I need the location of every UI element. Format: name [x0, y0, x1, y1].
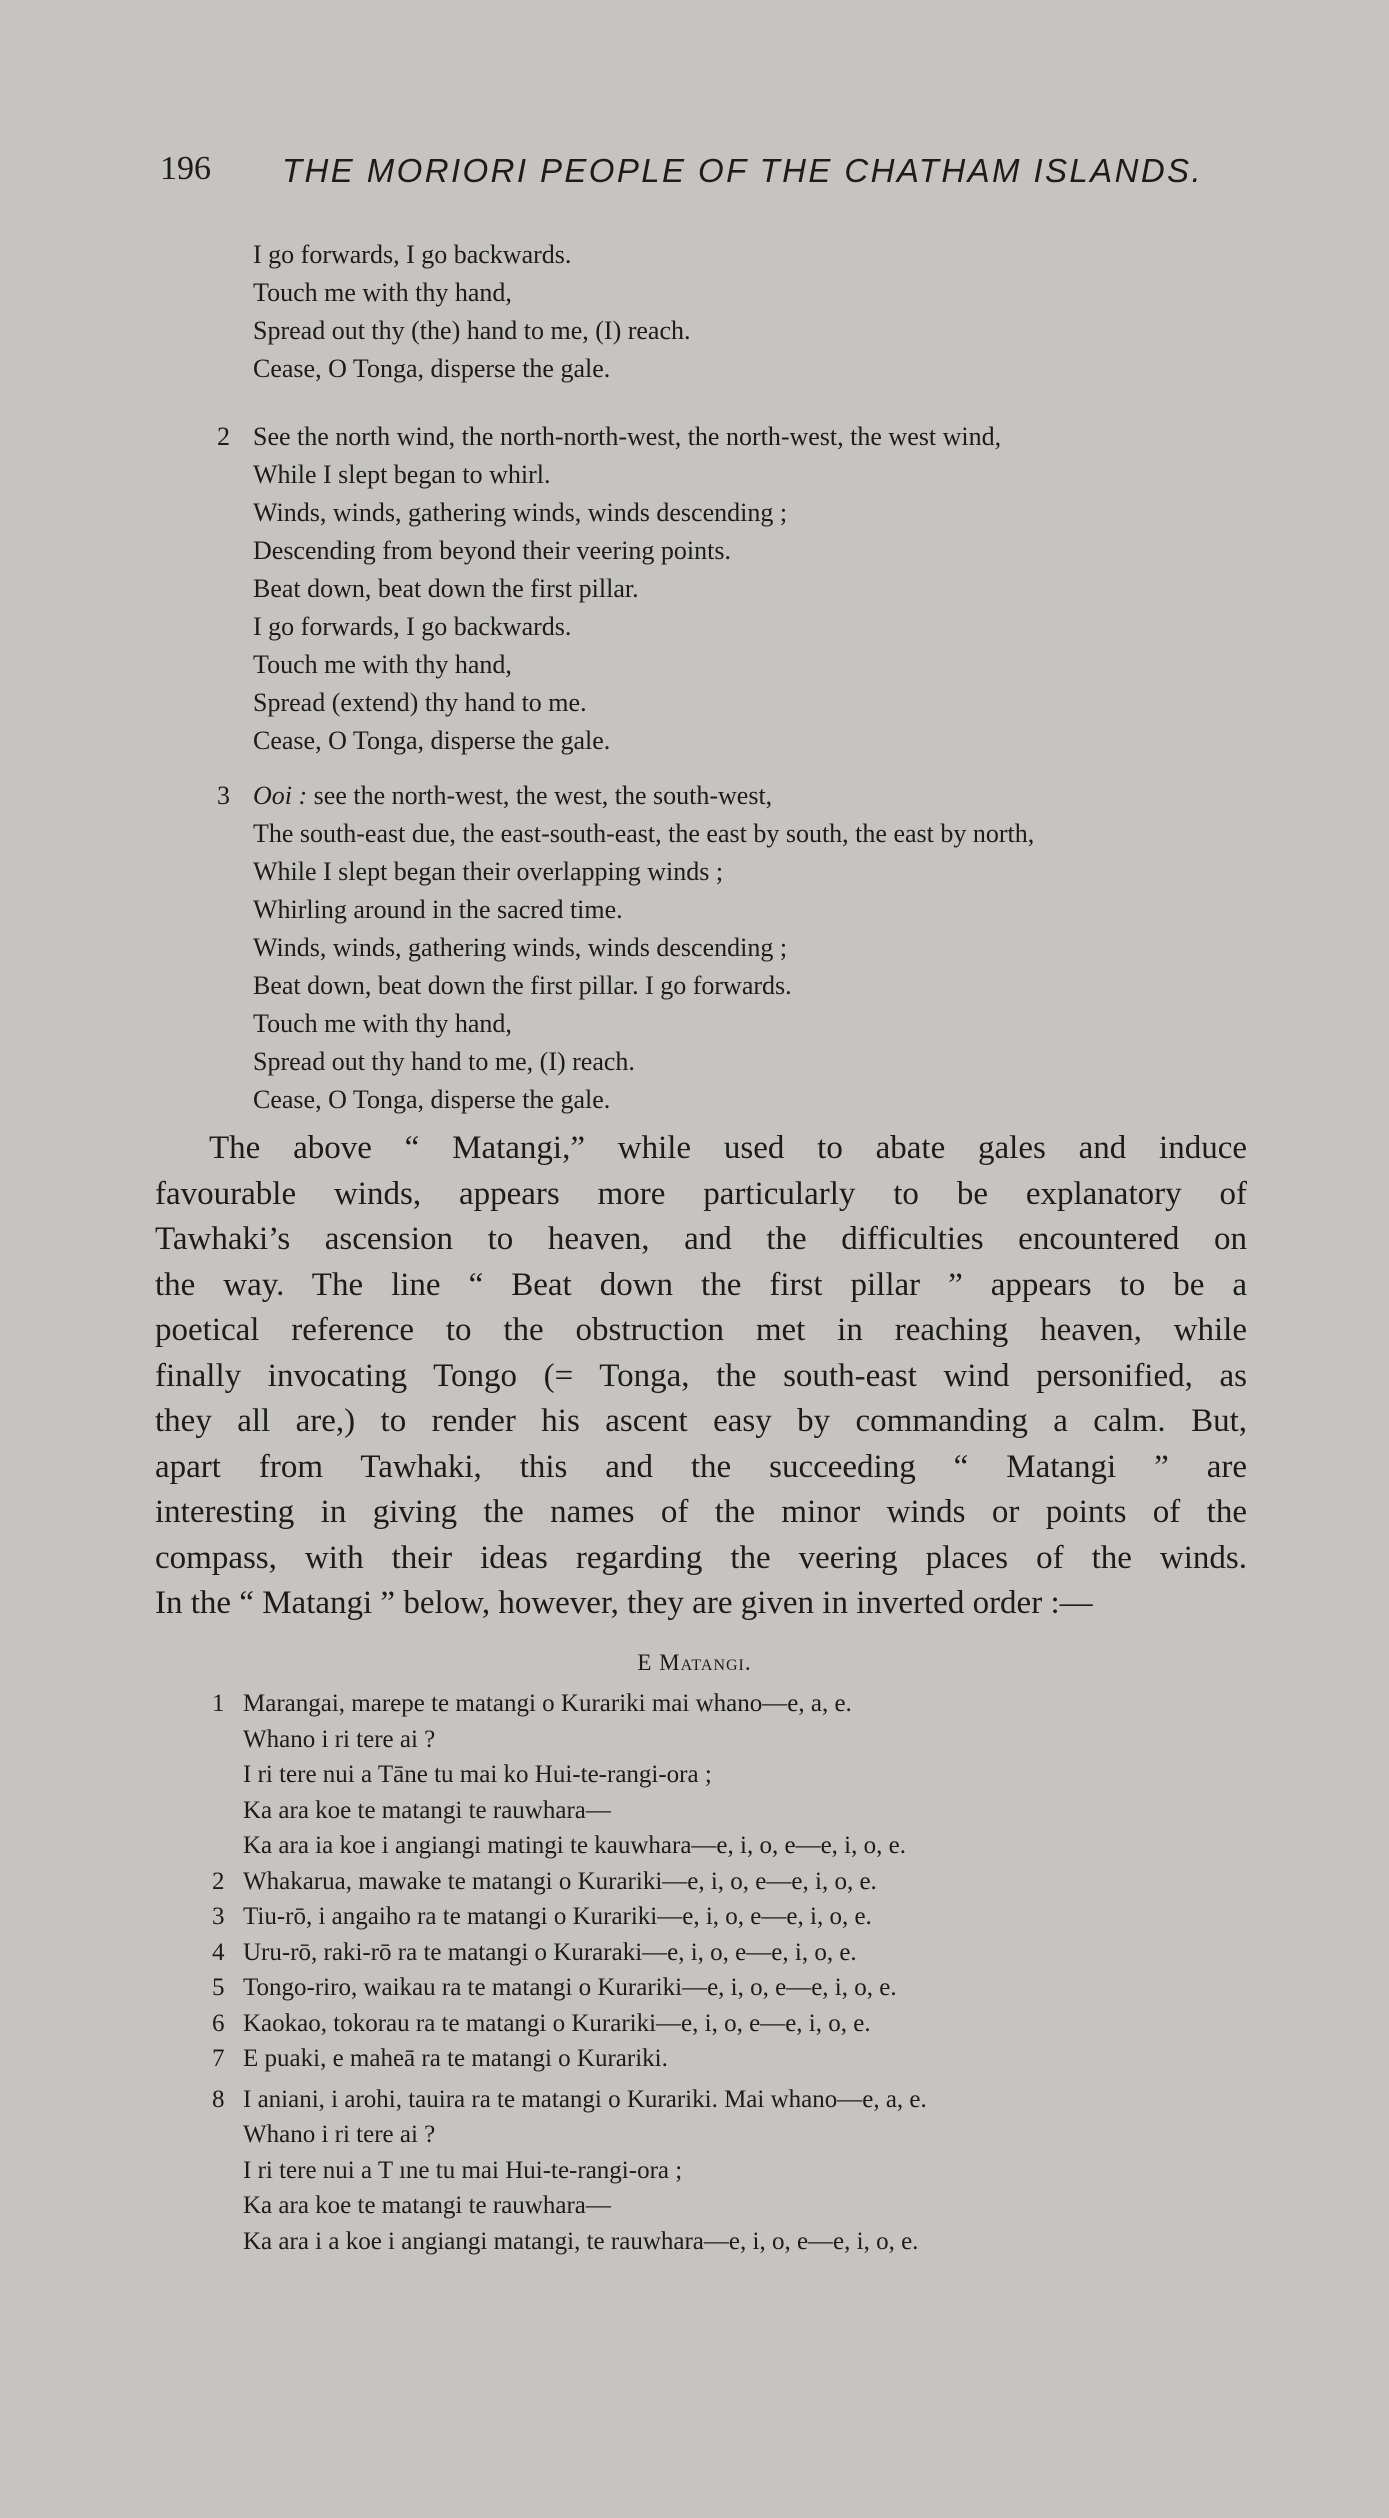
song-line — [212, 2006, 1283, 2042]
song-line-text: Uru-rō, raki-rō ra te matangi o Kuraraki—e, i, o, e—e, i, o, e. — [243, 1938, 857, 1966]
song-line-text: Whakarua, mawake te matangi o Kurariki—e, i, o, e—e, i, o, e. — [243, 1867, 877, 1895]
verse-line: Cease, O Tonga, disperse the gale. — [253, 726, 611, 755]
verse-line: Cease, O Tonga, disperse the gale. — [253, 354, 611, 383]
verse-number: 7 — [212, 2045, 225, 2072]
verse-line: I go forwards, I go backwards. — [253, 240, 572, 269]
song-line-text: Marangai, marepe te matangi o Kurariki mai whano—e, a, e. — [243, 1690, 852, 1717]
verse-line: While I slept began to whirl. — [253, 460, 551, 489]
song-line-text: E puaki, e maheā ra te matangi o Kurariki. — [243, 2045, 668, 2072]
paragraph-line: favourable winds, appears more particularly to be explanatory of — [155, 1175, 1247, 1212]
verse-line: While I slept began their overlapping winds ; — [253, 857, 724, 886]
verse-line: Beat down, beat down the first pillar. — [253, 574, 639, 603]
song-line: Ka ara koe te matangi te rauwhara— — [243, 1796, 611, 1824]
verse-line: Descending from beyond their veering points. — [253, 536, 731, 565]
verse-text: see the north-west, the west, the south-west, — [307, 781, 773, 810]
song-line: Ka ara i a koe i angiangi matangi, te rauwhara—e, i, o, e—e, i, o, e. — [243, 2227, 919, 2255]
song-line: Ka ara koe te matangi te rauwhara— — [243, 2192, 611, 2219]
page-number: 196 — [160, 150, 211, 187]
song-title: E Matangi. — [637, 1650, 752, 1675]
verse-number: 4 — [212, 1938, 225, 1966]
stanza-number: 2 — [217, 422, 230, 451]
verse-line — [217, 777, 1273, 815]
verse-text: See the north wind, the north-north-west, the north-west, the west wind, — [253, 422, 1002, 451]
running-title: THE MORIORI PEOPLE OF THE CHATHAM ISLANDS. — [282, 152, 1204, 189]
song-line — [212, 1935, 1283, 1971]
paragraph-line: apart from Tawhaki, this and the succeeding “ Matangi ” are — [155, 1448, 1247, 1485]
verse-line: Spread out thy hand to me, (I) reach. — [253, 1047, 635, 1076]
song-line — [212, 1686, 1283, 1722]
verse-line — [217, 418, 1273, 456]
song-line — [212, 2082, 1283, 2118]
paragraph-line: interesting in giving the names of the minor winds or points of the — [155, 1494, 1247, 1530]
song-line-text: Kaokao, tokorau ra te matangi o Kurariki—e, i, o, e—e, i, o, e. — [243, 2009, 871, 2037]
verse-line: Touch me with thy hand, — [253, 1009, 512, 1038]
paragraph-line: finally invocating Tongo (= Tonga, the south-east wind personified, as — [155, 1357, 1247, 1394]
song-line: I ri tere nui a T ıne tu mai Hui-te-rangi-ora ; — [243, 2156, 683, 2184]
body-paragraph — [155, 1126, 1247, 1627]
song-line: Whano i ri tere ai ? — [243, 1725, 436, 1753]
stanza-3 — [217, 777, 1273, 1119]
verse-line: Spread (extend) thy hand to me. — [253, 688, 587, 717]
verse-line: Spread out thy (the) hand to me, (I) reach. — [253, 316, 691, 345]
verse-line: I go forwards, I go backwards. — [253, 612, 572, 641]
verse-number: 8 — [212, 2085, 225, 2113]
song-line — [212, 1899, 1283, 1935]
verse-italic-word: Ooi : — [253, 781, 308, 810]
paragraph-line: they all are,) to render his ascent easy by commanding a calm. But, — [155, 1403, 1247, 1439]
song-line-text: I aniani, i arohi, tauira ra te matangi o Kurariki. Mai whano—e, a, e. — [243, 2085, 927, 2113]
paragraph-line: poetical reference to the obstruction met in reaching heaven, while — [155, 1312, 1247, 1348]
song-line: Whano i ri tere ai ? — [243, 2121, 436, 2148]
verse-line: Touch me with thy hand, — [253, 278, 512, 307]
stanza-1 — [253, 236, 1273, 388]
verse-line: Whirling around in the sacred time. — [253, 895, 623, 924]
song-line: Ka ara ia koe i angiangi matingi te kauwhara—e, i, o, e—e, i, o, e. — [243, 1832, 906, 1859]
song-line-text: Tongo-riro, waikau ra te matangi o Kurariki—e, i, o, e—e, i, o, e. — [243, 1974, 897, 2001]
verse-line: Touch me with thy hand, — [253, 650, 512, 679]
stanza-number: 3 — [217, 781, 230, 810]
song-line — [212, 2041, 1283, 2077]
verse-number: 2 — [212, 1867, 225, 1895]
verse-line: Cease, O Tonga, disperse the gale. — [253, 1085, 611, 1114]
verse-number: 5 — [212, 1974, 225, 2001]
verse-line: Winds, winds, gathering winds, winds descending ; — [253, 933, 788, 962]
paragraph-line: compass, with their ideas regarding the veering places of the winds. — [155, 1539, 1247, 1576]
verse-line: Winds, winds, gathering winds, winds descending ; — [253, 498, 788, 527]
paragraph-line: In the “ Matangi ” below, however, they are given in inverted order :— — [155, 1585, 1093, 1621]
verse-number: 3 — [212, 1903, 225, 1930]
verse-number: 6 — [212, 2009, 225, 2037]
verse-line: The south-east due, the east-south-east, the east by south, the east by north, — [253, 819, 1035, 848]
paragraph-line: Tawhaki’s ascension to heaven, and the difficulties encountered on — [155, 1221, 1247, 1257]
song-line-text: Tiu-rō, i angaiho ra te matangi o Kurariki—e, i, o, e—e, i, o, e. — [243, 1903, 872, 1930]
song-line — [212, 1970, 1283, 2006]
verse-line: Beat down, beat down the first pillar. I go forwards. — [253, 971, 792, 1000]
song-line: I ri tere nui a Tāne tu mai ko Hui-te-rangi-ora ; — [243, 1761, 712, 1788]
song-text — [212, 1686, 1283, 2259]
stanza-2 — [217, 418, 1273, 760]
song-line — [212, 1864, 1283, 1900]
verse-number: 1 — [212, 1690, 225, 1717]
paragraph-line: the way. The line “ Beat down the first pillar ” appears to be a — [155, 1266, 1247, 1303]
paragraph-line: The above “ Matangi,” while used to abate gales and induce — [209, 1130, 1247, 1166]
